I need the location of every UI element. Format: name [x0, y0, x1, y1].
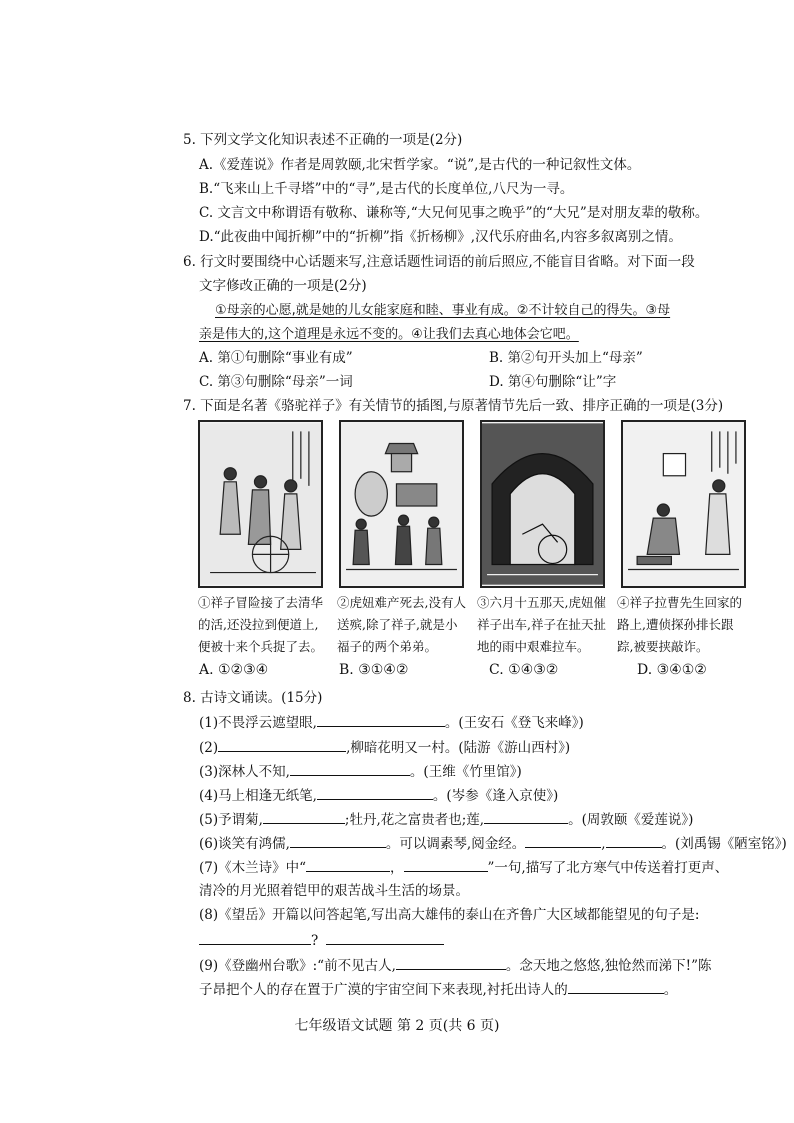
q6-stem-line1: 6. 行文时要围绕中心话题来写,注意话题性词语的前后照应,不能盲目省略。对下面一段 [183, 254, 695, 270]
answer-blank[interactable] [396, 955, 506, 970]
q8-3-text-b: 。(王维《竹里馆》) [409, 764, 522, 780]
q8-1-text-b: 。(王安石《登飞来峰》) [444, 715, 584, 731]
q7-choice-d: D. ③④①② [637, 662, 707, 678]
caption-2: ②虎妞难产死去,没有人送殡,除了祥子,就是小福子的两个弟弟。 [337, 595, 466, 654]
q6-option-d: D. 第④句删除“让”字 [489, 374, 617, 390]
q8-item-9-cont [199, 979, 677, 1000]
q8-item-3 [199, 761, 522, 782]
illustration-3 [480, 420, 605, 588]
q8-9-text-b: 。念天地之悠悠,独怆然而涕下!”陈 [505, 958, 712, 974]
answer-blank[interactable] [199, 930, 311, 945]
q6-passage-text1: ①母亲的心愿,就是她的儿女能家庭和睦、事业有成。②不计较自己的得失。③母 [215, 303, 671, 318]
q8-item-6 [199, 833, 787, 854]
answer-blank[interactable] [404, 857, 488, 872]
illustration-4 [621, 420, 746, 588]
q5-option-c: C. 文言文中称谓语有敬称、谦称等,“大兄何见事之晚乎”的“大兄”是对朋友辈的敬称。 [199, 205, 709, 221]
q8-item-2 [199, 737, 570, 758]
answer-blank[interactable] [568, 979, 664, 994]
q8-item-8: (8)《望岳》开篇以问答起笔,写出高大雄伟的泰山在齐鲁广大区域都能望见的句子是: [199, 907, 700, 923]
q8-item-5 [199, 809, 693, 830]
answer-blank[interactable] [326, 930, 444, 945]
q7-choice-a: A. ①②③④ [199, 662, 269, 678]
cao-xiansheng-image [623, 422, 744, 586]
answer-blank[interactable] [317, 712, 445, 727]
answer-blank[interactable] [606, 833, 662, 848]
q5-stem: 5. 下列文学文化知识表述不正确的一项是(2分) [183, 132, 463, 148]
answer-blank[interactable] [263, 809, 345, 824]
q7-choice-b: B. ③①④② [339, 662, 409, 678]
q8-6-text-a: (6)谈笑有鸿儒, [199, 836, 290, 852]
page-footer: 七年级语文试题 第 2 页(共 6 页) [294, 1018, 500, 1034]
q8-item-8-answers [199, 930, 444, 951]
q8-stem: 8. 古诗文诵读。(15分) [183, 690, 323, 706]
q8-6-text-c: , [601, 836, 606, 852]
q8-9-text-c: 子昂把个人的存在置于广漠的宇宙空间下来表现,衬托出诗人的 [199, 982, 568, 998]
q6-option-a: A. 第①句删除“事业有成” [199, 350, 353, 366]
rain-arch-image [482, 422, 603, 586]
q8-item-9 [199, 955, 712, 976]
q8-4-text-a: (4)马上相逢无纸笔, [199, 788, 317, 804]
answer-blank[interactable] [525, 833, 601, 848]
answer-blank[interactable] [218, 737, 346, 752]
q8-5-text-a: (5)予谓菊, [199, 812, 263, 828]
q8-2-text-a: (2) [199, 740, 219, 756]
q7-choice-c: C. ①④③② [489, 662, 559, 678]
answer-blank[interactable] [484, 809, 568, 824]
rickshaw-soldiers-image [200, 422, 321, 586]
q8-8-text-b: ? [311, 933, 319, 949]
q6-passage-line1 [215, 300, 670, 321]
q6-option-b: B. 第②句开头加上“母亲” [489, 350, 643, 366]
caption-4: ④祥子拉曹先生回家的路上,遭侦探孙排长跟踪,被要挟敲诈。 [617, 595, 743, 654]
q6-stem-line2: 文字修改正确的一项是(2分) [199, 278, 367, 294]
answer-blank[interactable] [317, 785, 433, 800]
caption-1: ①祥子冒险接了去清华的活,还没拉到便道上,便被十来个兵捉了去。 [198, 595, 324, 654]
q5-option-d: D.“此夜曲中闻折柳”中的“折柳”指《折杨柳》,汉代乐府曲名,内容多叙离别之情。 [199, 229, 682, 245]
q6-option-c: C. 第③句删除“母亲”一词 [199, 374, 353, 390]
illustration-1 [198, 420, 323, 588]
q8-item-1 [199, 712, 584, 733]
q8-4-text-b: 。(岑参《逢入京使》) [432, 788, 559, 804]
q8-item-7: (7)《木兰诗》中“ ， ”一句,描写了北方寒气中传送着打更声、 [199, 857, 728, 878]
q8-5-text-c: 。(周敦颐《爱莲说》) [568, 812, 694, 828]
answer-blank[interactable] [290, 761, 410, 776]
answer-blank[interactable] [290, 833, 386, 848]
q8-1-text-a: (1)不畏浮云遮望眼, [199, 715, 317, 731]
answer-blank[interactable] [306, 857, 390, 872]
q8-7-text-b: ”一句,描写了北方寒气中传送着打更声、 [487, 860, 729, 876]
q8-6-text-d: 。(刘禹锡《陋室铭》) [661, 836, 787, 852]
q5-option-b: B.“飞来山上千寻塔”中的“寻”,是古代的长度单位,八尺为一寻。 [199, 181, 574, 197]
q8-3-text-a: (3)深林人不知, [199, 764, 290, 780]
q8-5-text-b: ;牡丹,花之富贵者也;莲, [344, 812, 485, 828]
illustration-2 [339, 420, 464, 588]
funeral-procession-image [341, 422, 462, 586]
q8-2-text-b: ,柳暗花明又一村。(陆游《游山西村》) [346, 740, 571, 756]
q8-9-text-d: 。 [663, 982, 678, 998]
q8-item-4 [199, 785, 558, 806]
q8-7-text-a: (7)《木兰诗》中“ [199, 860, 307, 876]
q6-passage-line2 [199, 324, 579, 345]
q6-passage-text2: 亲是伟大的,这个道理是永远不变的。④让我们去真心地体会它吧。 [199, 327, 579, 342]
q8-9-text-a: (9)《登幽州台歌》:“前不见古人, [199, 958, 396, 974]
q5-option-a: A.《爱莲说》作者是周敦颐,北宋哲学家。“说”,是古代的一种记叙性文体。 [199, 157, 641, 173]
q7-stem: 7. 下面是名著《骆驼祥子》有关情节的插图,与原著情节先后一致、排序正确的一项是(3分) [183, 398, 724, 414]
q8-item-7-cont: 清冷的月光照着铠甲的艰苦战斗生活的场景。 [199, 883, 469, 899]
caption-3: ③六月十五那天,虎妞催祥子出车,祥子在扯天扯地的雨中艰难拉车。 [477, 595, 606, 654]
q8-6-text-b: 。可以调素琴,阅金经。 [385, 836, 526, 852]
